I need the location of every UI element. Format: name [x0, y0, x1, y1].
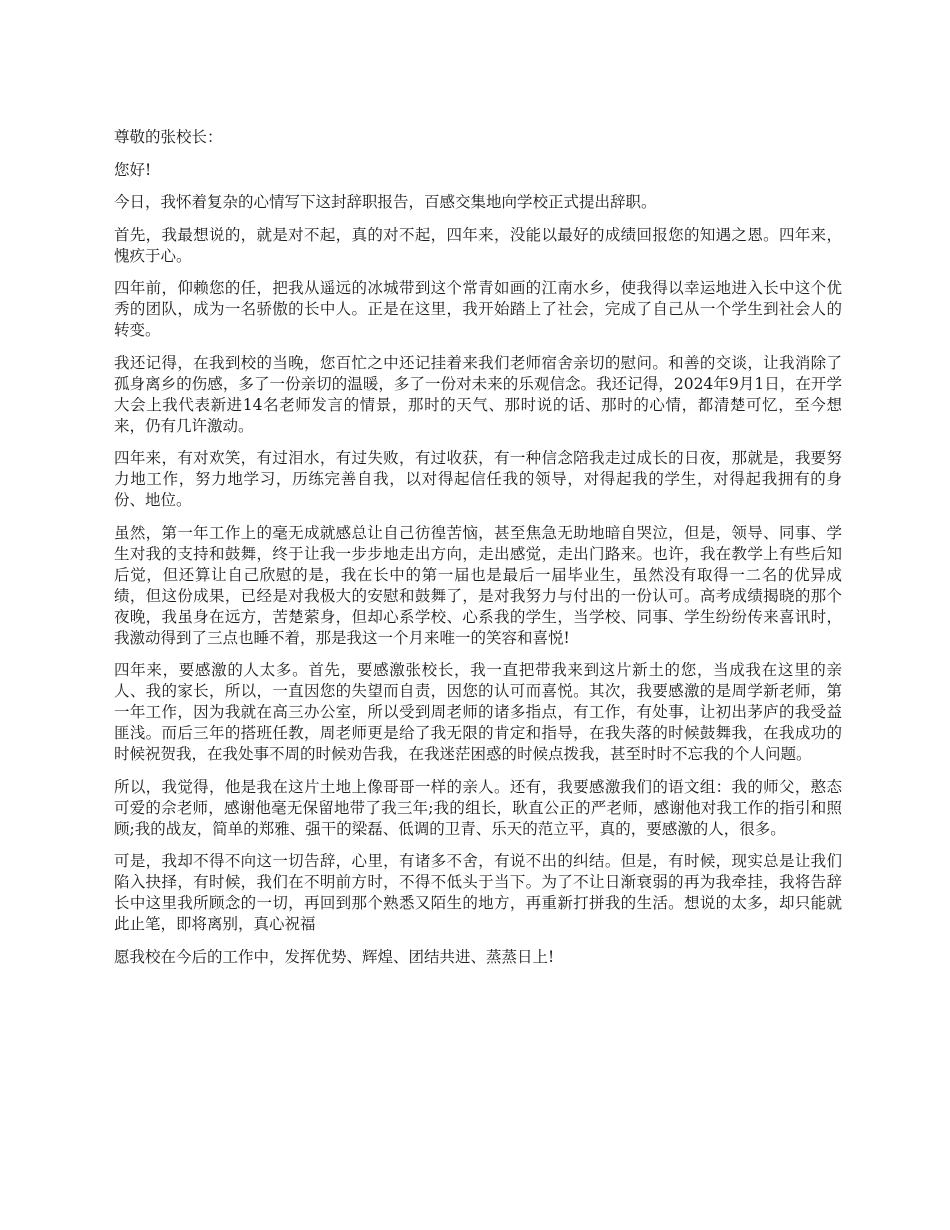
paragraph-first-year: 虽然，第一年工作上的毫无成就感总让自己彷徨苦恼，甚至焦急无助地暗自哭泣，但是，领导、同事、学生对我的支持和鼓舞，终于让我一步步地走出方向，走出感觉，走出门路来。也许，我在教学上有些后知后觉，但还算让自己欣慰的是，我在长中的第一届也是最后一届毕业生，虽然没有取得一二名的优异成绩，但这份成果，已经是对我极大的安慰和鼓舞了，是对我努力与付出的一份认可。高考成绩揭晓的那个夜晚，我虽身在远方，苦楚萦身，但却心系学校、心系我的学生，当学校、同事、学生纷纷传来喜讯时，我激动得到了三点也睡不着，那是我这一个月来唯一的笑容和喜悦!	[114, 523, 842, 647]
paragraph-four-years-ago: 四年前，仰赖您的任，把我从遥远的冰城带到这个常青如画的江南水乡，使我得以幸运地进入长中这个优秀的团队，成为一名骄傲的长中人。正是在这里，我开始踏上了社会，完成了自己从一个学生到社会人的转变。	[114, 279, 842, 339]
paragraph-gratitude: 四年来，要感激的人太多。首先，要感激张校长，我一直把带我来到这片新土的您，当成我在这里的亲人、我的家长，所以，一直因您的失望而自责，因您的认可而喜悦。其次，我要感激的是周学新老师，第一年工作，因为我就在高三办公室，所以受到周老师的诸多指点，有工作，有处事，让初出茅庐的我受益匪浅。而后三年的搭班任教，周老师更是给了我无限的肯定和指导，在我失落的时候鼓舞我，在我成功的时候祝贺我，在我处事不周的时候劝告我，在我迷茫困惑的时候点拨我，甚至时时不忘我的个人问题。	[114, 661, 842, 763]
paragraph-memories: 我还记得，在我到校的当晚，您百忙之中还记挂着来我们老师宿舍亲切的慰问。和善的交谈，让我消除了孤身离乡的伤感，多了一份亲切的温暖，多了一份对未来的乐观信念。我还记得，2024年9月1日，在开学大会上我代表新进14名老师发言的情景，那时的天气、那时说的话、那时的心情，都清楚可忆，至今想来，仍有几许激动。	[114, 353, 842, 435]
paragraph-closing-wish: 愿我校在今后的工作中，发挥优势、辉煌、团结共进、蒸蒸日上!	[114, 947, 555, 966]
salutation: 尊敬的张校长：	[114, 128, 223, 146]
paragraph-farewell: 可是，我却不得不向这一切告辞，心里，有诸多不舍，有说不出的纠结。但是，有时候，现实总是让我们陷入抉择，有时候，我们在不明前方时，不得不低头于当下。为了不让日渐衰弱的再为我牵挂，我将告辞长中这里我所顾念的一切，再回到那个熟悉又陌生的地方，再重新打拼我的生活。想说的太多，却只能就此止笔，即将离别，真心祝福	[114, 852, 842, 933]
greeting: 您好!	[114, 160, 152, 179]
paragraph-growth: 四年来，有对欢笑，有过泪水，有过失败，有过收获，有一种信念陪我走过成长的日夜，那就是，我要努力地工作，努力地学习，历练完善自我，以对得起信任我的领导，对得起我的学生，对得起我拥有的身份、地位。	[114, 449, 842, 509]
letter-page	[114, 127, 842, 979]
paragraph-resignation-intro: 今日，我怀着复杂的心情写下这封辞职报告，百感交集地向学校正式提出辞职。	[114, 193, 657, 211]
paragraph-colleagues: 所以，我觉得，他是我在这片土地上像哥哥一样的亲人。还有，我要感激我们的语文组：我的师父，憨态可爱的佘老师，感谢他毫无保留地带了我三年;我的组长，耿直公正的严老师，感谢他对我工作的指引和照顾;我的战友，简单的郑雅、强干的梁磊、低调的卫青、乐天的范立平，真的，要感激的人，很多。	[114, 777, 842, 838]
paragraph-apology: 首先，我最想说的，就是对不起，真的对不起，四年来，没能以最好的成绩回报您的知遇之恩。四年来，愧疚于心。	[114, 225, 842, 265]
